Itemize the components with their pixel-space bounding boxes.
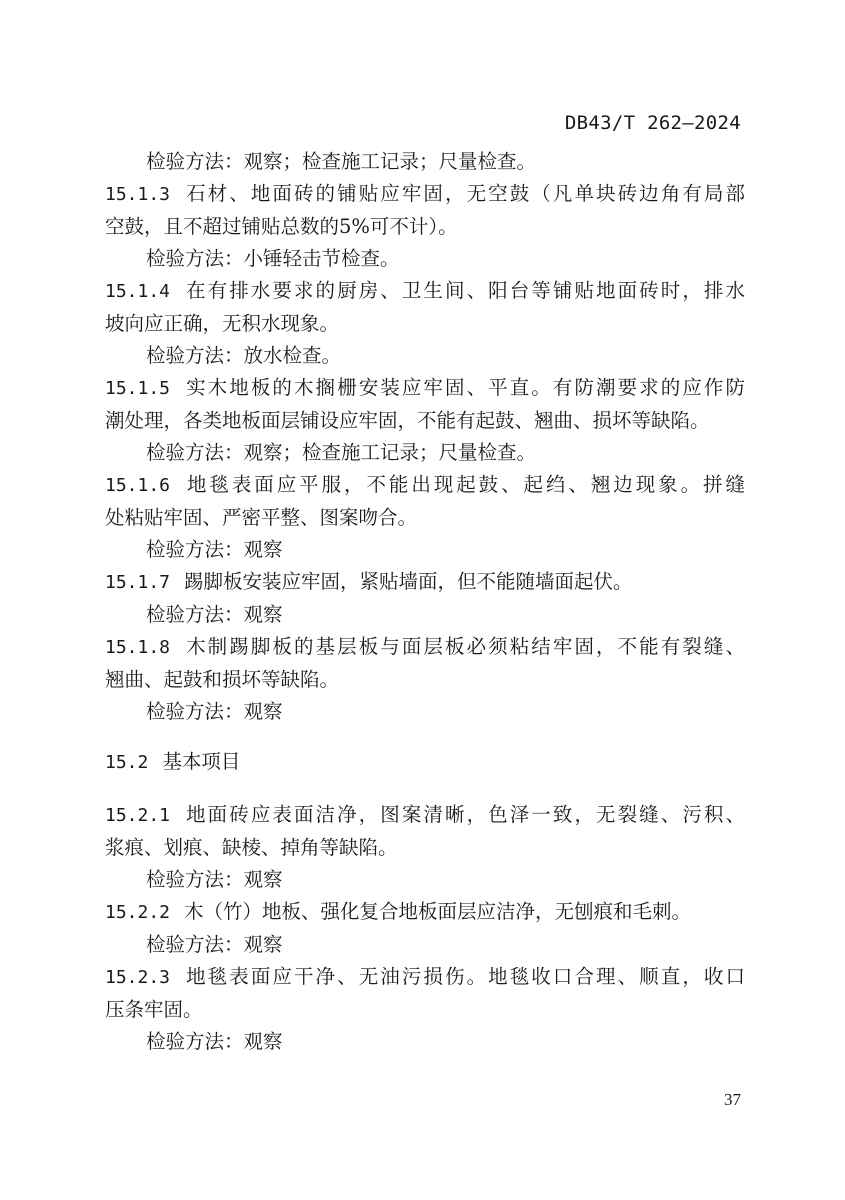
clause-number: 15.1.8 xyxy=(105,637,171,658)
clause-15-1-5-line2: 潮处理，各类地板面层铺设应牢固，不能有起鼓、翘曲、损坏等缺陷。 xyxy=(105,409,710,432)
clause-number: 15.1.4 xyxy=(105,281,171,302)
clause-15-1-6-line2: 处粘贴牢固、严密平整、图案吻合。 xyxy=(105,506,418,529)
clause-15-1-5-line1: 15.1.5 实木地板的木搁栅安装应牢固、平直。有防潮要求的应作防 xyxy=(105,376,745,399)
clause-15-2-2-line1: 15.2.2 木（竹）地板、强化复合地板面层应洁净，无刨痕和毛刺。 xyxy=(105,900,692,923)
inspection-method: 检验方法：观察 xyxy=(146,603,283,626)
clause-number: 15.1.3 xyxy=(105,184,171,205)
clause-15-1-8-line2: 翘曲、起鼓和损坏等缺陷。 xyxy=(105,668,340,691)
clause-number: 15.1.5 xyxy=(105,378,171,399)
inspection-method: 检验方法：观察 xyxy=(146,868,283,891)
inspection-method: 检验方法：小锤轻击节检查。 xyxy=(146,247,400,270)
inspection-method: 检验方法：观察 xyxy=(146,700,283,723)
clause-15-1-4-line1: 15.1.4 在有排水要求的厨房、卫生间、阳台等铺贴地面砖时，排水 xyxy=(105,279,745,302)
clause-number: 15.2.2 xyxy=(105,902,171,923)
clause-15-1-6-line1: 15.1.6 地毯表面应平服，不能出现起鼓、起绉、翘边现象。拼缝 xyxy=(105,473,745,496)
clause-15-2-3-line1: 15.2.3 地毯表面应干净、无油污损伤。地毯收口合理、顺直，收口 xyxy=(105,965,745,988)
inspection-method: 检验方法：观察 xyxy=(146,1030,283,1053)
clause-15-2-3-line2: 压条牢固。 xyxy=(105,998,203,1021)
clause-15-1-3-line1: 15.1.3 石材、地面砖的铺贴应牢固，无空鼓（凡单块砖边角有局部 xyxy=(105,182,745,205)
clause-15-1-3-line2: 空鼓，且不超过铺贴总数的5%可不计）。 xyxy=(105,215,458,238)
inspection-method: 检验方法：观察 xyxy=(146,538,283,561)
section-heading-15-2 xyxy=(105,746,745,779)
inspection-method: 检验方法：观察；检查施工记录；尺量检查。 xyxy=(146,150,537,173)
clause-15-1-8-line1: 15.1.8 木制踢脚板的基层板与面层板必须粘结牢固，不能有裂缝、 xyxy=(105,635,745,658)
clause-number: 15.2.1 xyxy=(105,805,171,826)
section-title: 基本项目 xyxy=(162,750,241,773)
inspection-method: 检验方法：观察 xyxy=(146,933,283,956)
clause-15-2-1-line1: 15.2.1 地面砖应表面洁净，图案清晰，色泽一致，无裂缝、污积、 xyxy=(105,803,745,826)
clause-15-1-4-line2: 坡向应正确，无积水现象。 xyxy=(105,312,340,335)
clause-15-1-7-line1: 15.1.7 踢脚板安装应牢固，紧贴墙面，但不能随墙面起伏。 xyxy=(105,570,633,593)
inspection-method: 检验方法：观察；检查施工记录；尺量检查。 xyxy=(146,441,537,464)
inspection-method: 检验方法：放水检查。 xyxy=(146,344,342,367)
clause-15-2-1-line2: 浆痕、划痕、缺棱、掉角等缺陷。 xyxy=(105,836,398,859)
clause-number: 15.2.3 xyxy=(105,967,171,988)
clause-number: 15.1.7 xyxy=(105,572,171,593)
clause-number: 15.1.6 xyxy=(105,475,171,496)
section-number: 15.2 xyxy=(105,752,149,773)
page-number: 37 xyxy=(724,1090,741,1109)
standard-code-header: DB43/T 262—2024 xyxy=(564,112,741,134)
document-body xyxy=(105,146,745,1058)
